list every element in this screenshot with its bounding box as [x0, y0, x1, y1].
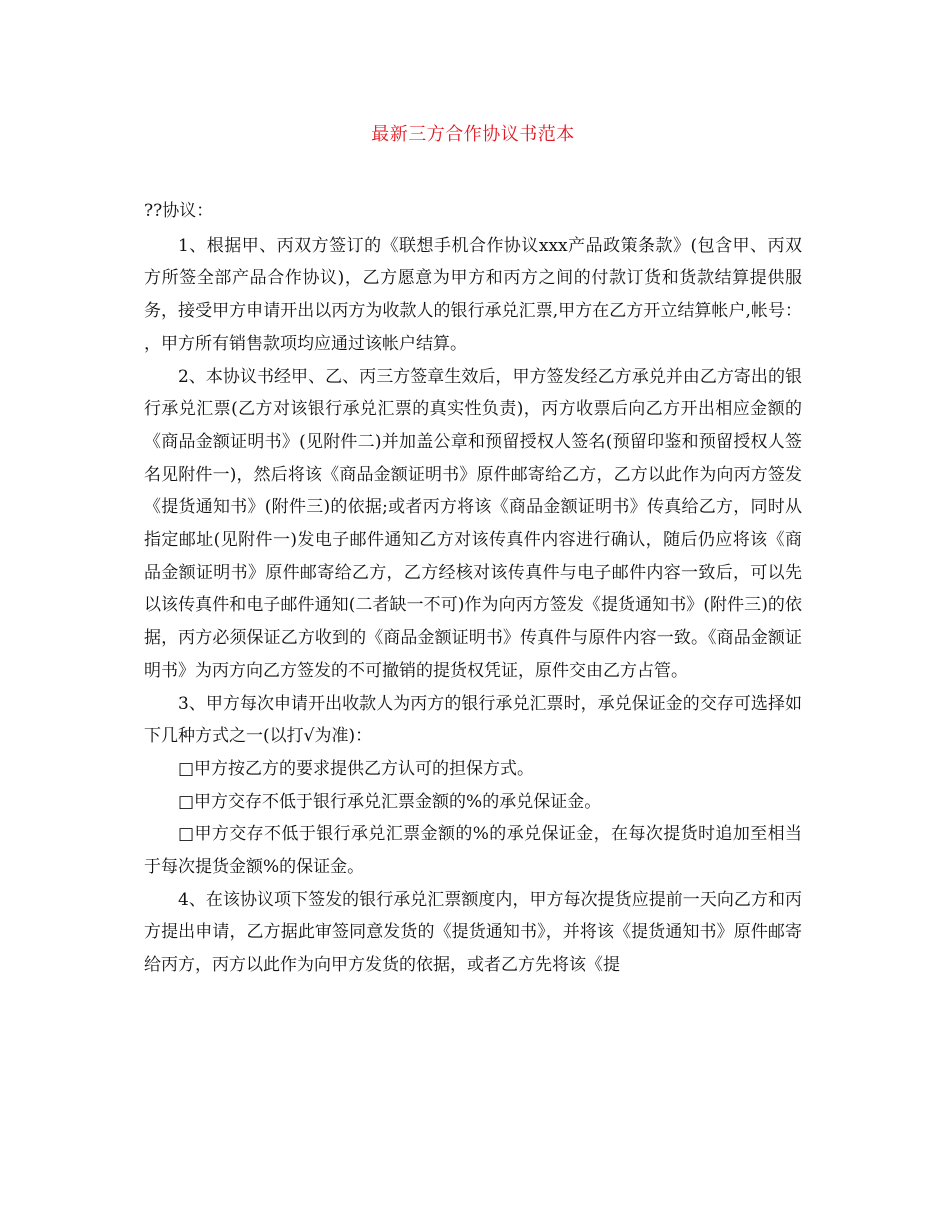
- deposit-option-guarantee: □甲方按乙方的要求提供乙方认可的担保方式。: [178, 758, 535, 779]
- deposit-option-percentage: □甲方交存不低于银行承兑汇票金额的%的承兑保证金。: [178, 791, 602, 812]
- clause-4-paragraph: 4、在该协议项下签发的银行承兑汇票额度内，甲方每次提货应提前一天向乙方和丙方提出申请，乙方据此审签同意发货的《提货通知书》，并将该《提货通知书》原件邮寄给丙方，丙方以此作为向甲方发货的依据，或者乙方先将该《提: [144, 889, 802, 976]
- agreement-lead: ??协议：: [144, 201, 214, 221]
- clause-3-paragraph: 3、甲方每次申请开出收款人为丙方的银行承兑汇票时，承兑保证金的交存可选择如下几种方式之一(以打√为准)：: [144, 693, 802, 747]
- document-body: [144, 195, 802, 982]
- document-title: 最新三方合作协议书范本: [371, 124, 575, 145]
- deposit-option-percentage-topup: □甲方交存不低于银行承兑汇票金额的%的承兑保证金，在每次提货时追加至相当于每次提货金额%的保证金。: [144, 824, 802, 878]
- clause-1-paragraph: 1、根据甲、丙双方签订的《联想手机合作协议xxx产品政策条款》(包含甲、丙双方所签全部产品合作协议)，乙方愿意为甲方和丙方之间的付款订货和货款结算提供服务，接受甲方申请开出以丙方为收款人的银行承兑汇票,甲方在乙方开立结算帐户,帐号： ，甲方所有销售款项均应通过该帐户结算。: [144, 235, 802, 354]
- clause-2-paragraph: 2、本协议书经甲、乙、丙三方签章生效后，甲方签发经乙方承兑并由乙方寄出的银行承兑汇票(乙方对该银行承兑汇票的真实性负责)，丙方收票后向乙方开出相应金额的《商品金额证明书》(见附件二)并加盖公章和预留授权人签名(预留印鉴和预留授权人签名见附件一)，然后将该《商品金额证明书》原件邮寄给乙方，乙方以此作为向丙方签发《提货通知书》(附件三)的依据;或者丙方将该《商品金额证明书》传真给乙方，同时从指定邮址(见附件一)发电子邮件通知乙方对该传真件内容进行确认，随后仍应将该《商品金额证明书》原件邮寄给乙方，乙方经核对该传真件与电子邮件内容一致后，可以先以该传真件和电子邮件通知(二者缺一不可)作为向丙方签发《提货通知书》(附件三)的依据，丙方必须保证乙方收到的《商品金额证明书》传真件与原件内容一致。《商品金额证明书》为丙方向乙方签发的不可撤销的提货权凭证，原件交由乙方占管。: [144, 366, 802, 681]
